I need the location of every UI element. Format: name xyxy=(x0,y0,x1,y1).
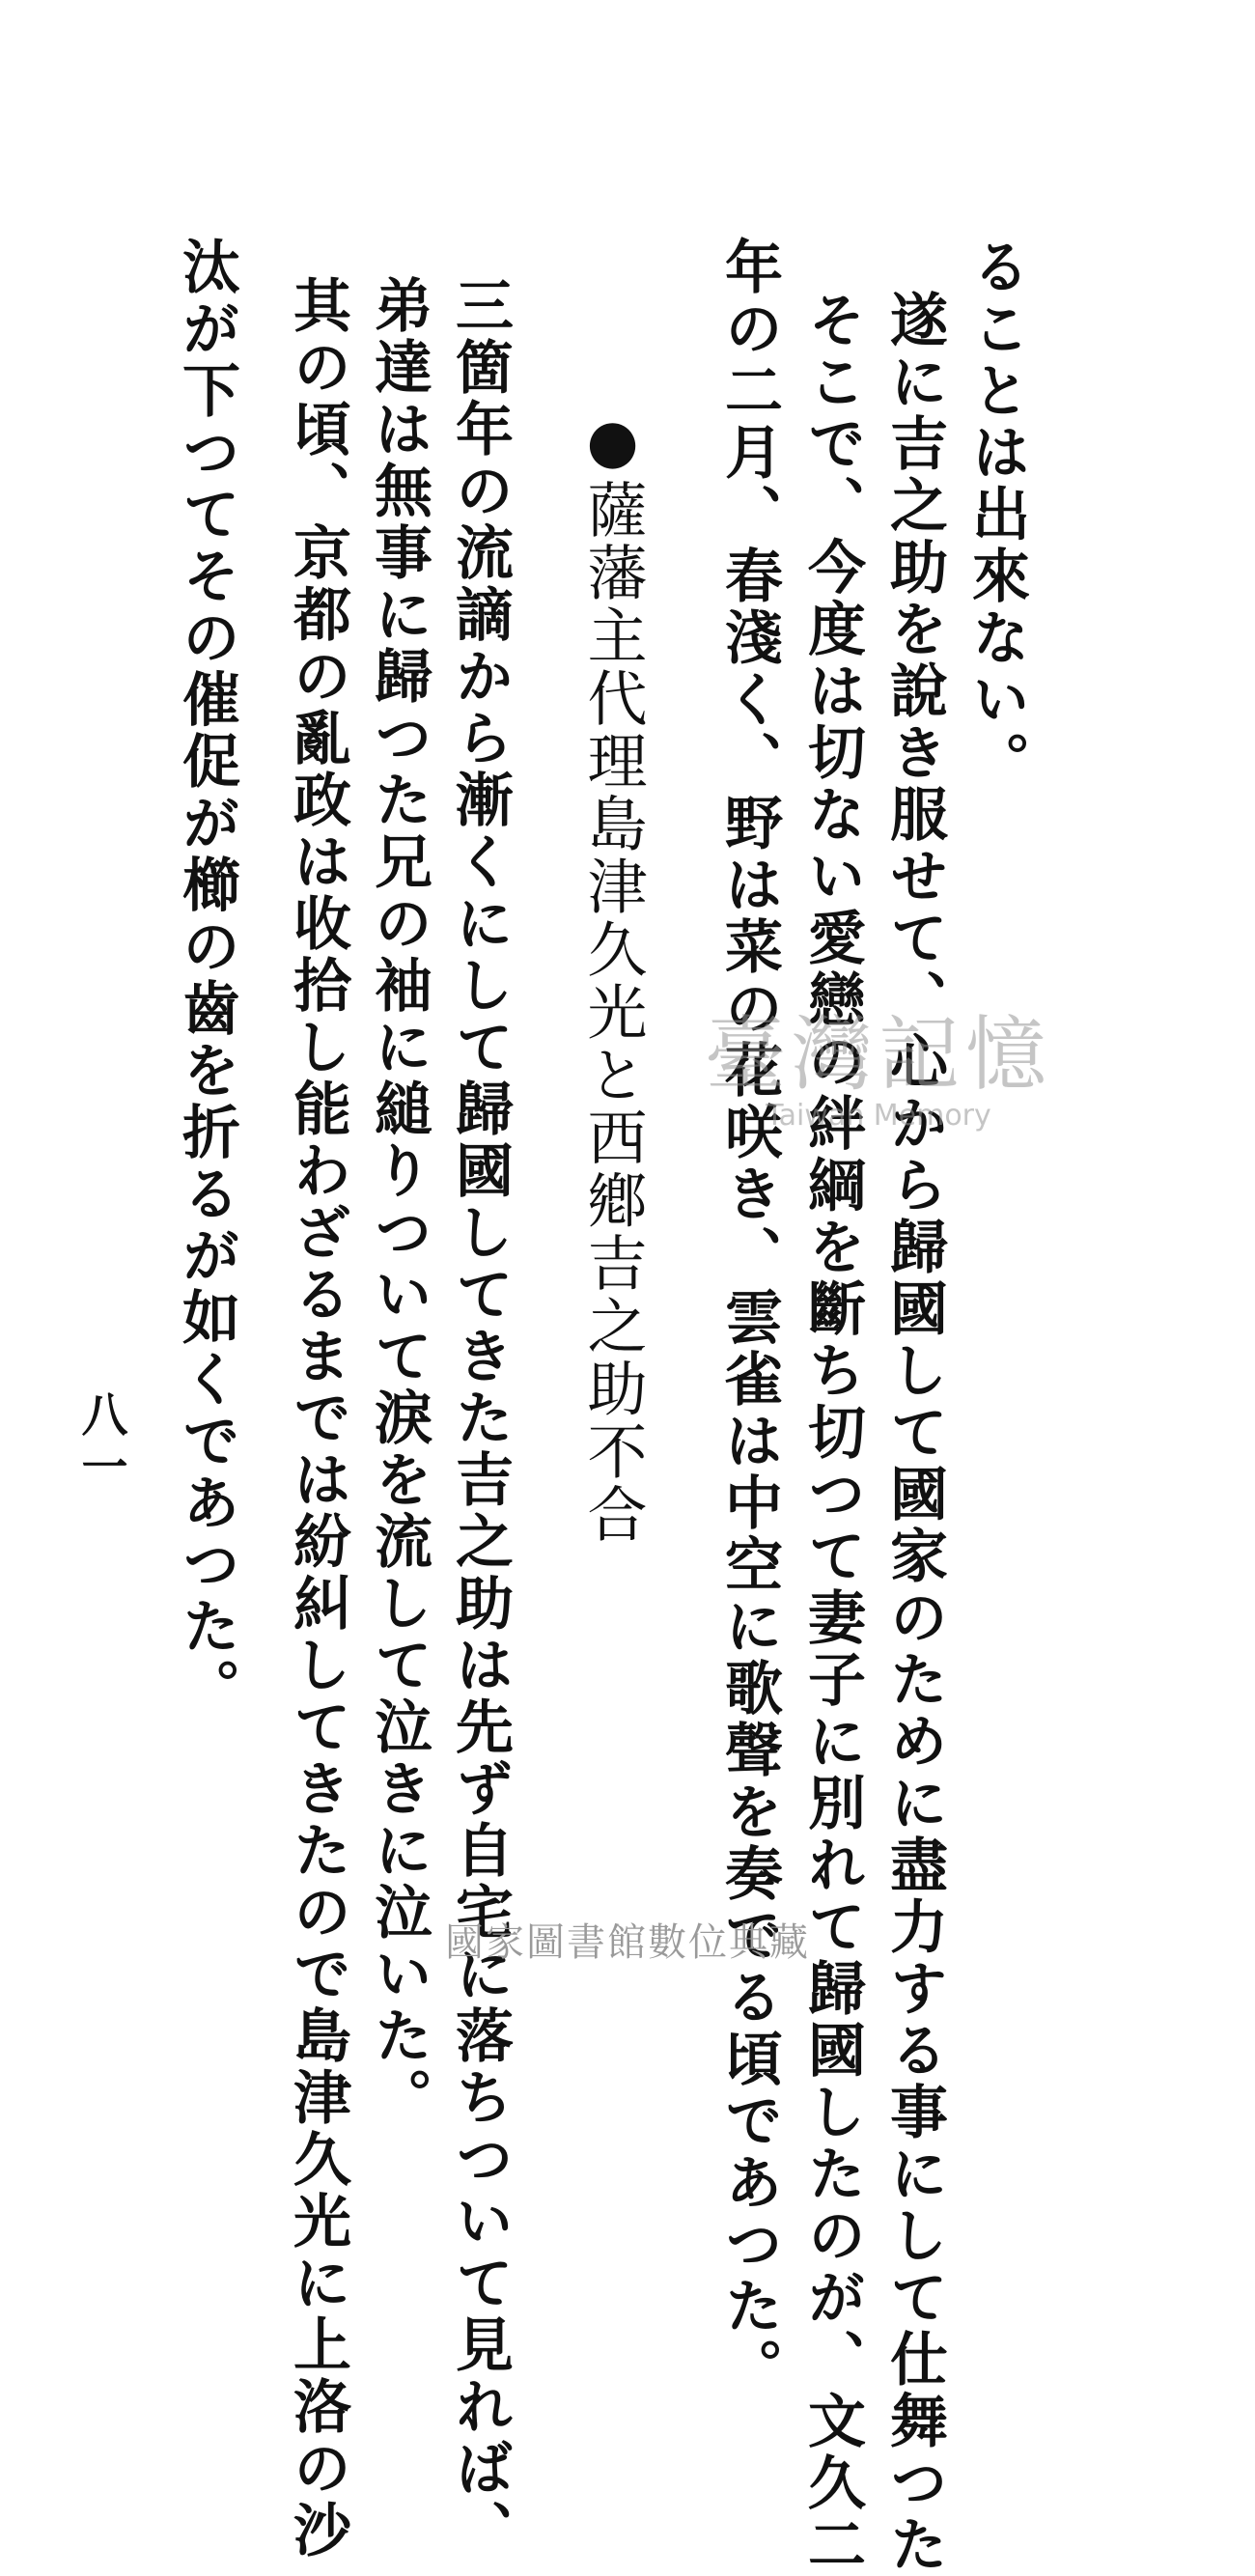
watermark-main-text: 臺灣記憶 xyxy=(704,1007,1052,1102)
section-heading: ●薩藩主代理島津久光と西鄕吉之助不合 xyxy=(577,406,648,1546)
text-column-4: 年の二月、春淺く、野は菜の花咲き、雲雀は中空に歌聲を奏でる頃であつた。 xyxy=(715,237,783,2399)
watermark-logo xyxy=(656,1007,1101,1133)
watermark-sub-text: Taiwan Memory xyxy=(766,1099,991,1133)
text-column-8: 汰が下つてその催促が櫛の齒を折るが如くであつた。 xyxy=(173,237,240,1720)
text-column-1: ることは出來ない。 xyxy=(962,237,1030,793)
text-column-3: そこで、今度は切ない愛戀の絆綱を斷ち切つて妻子に別れて歸國したのが、文久二 xyxy=(798,290,866,2576)
text-column-2: 遂に吉之助を說き服せて、心から歸國して國家のために盡力する事にして仕舞つた xyxy=(880,290,948,2576)
footer-credit: 國家圖書館數位典藏 xyxy=(445,1920,810,1965)
text-column-6: 弟達は無事に歸つた兄の袖に縋りついて淚を流して泣きに泣いた。 xyxy=(365,275,432,2129)
text-column-7: 其の頃、京都の亂政は收拾し能わざるまでは紛糾してきたので島津久光に上洛の沙 xyxy=(284,275,351,2562)
text-column-5: 三箇年の流謫から漸くにして歸國してきた吉之助は先ず自宅に落ちついて見れば、 xyxy=(446,275,514,2562)
page-number: 八一 xyxy=(73,1390,127,1495)
